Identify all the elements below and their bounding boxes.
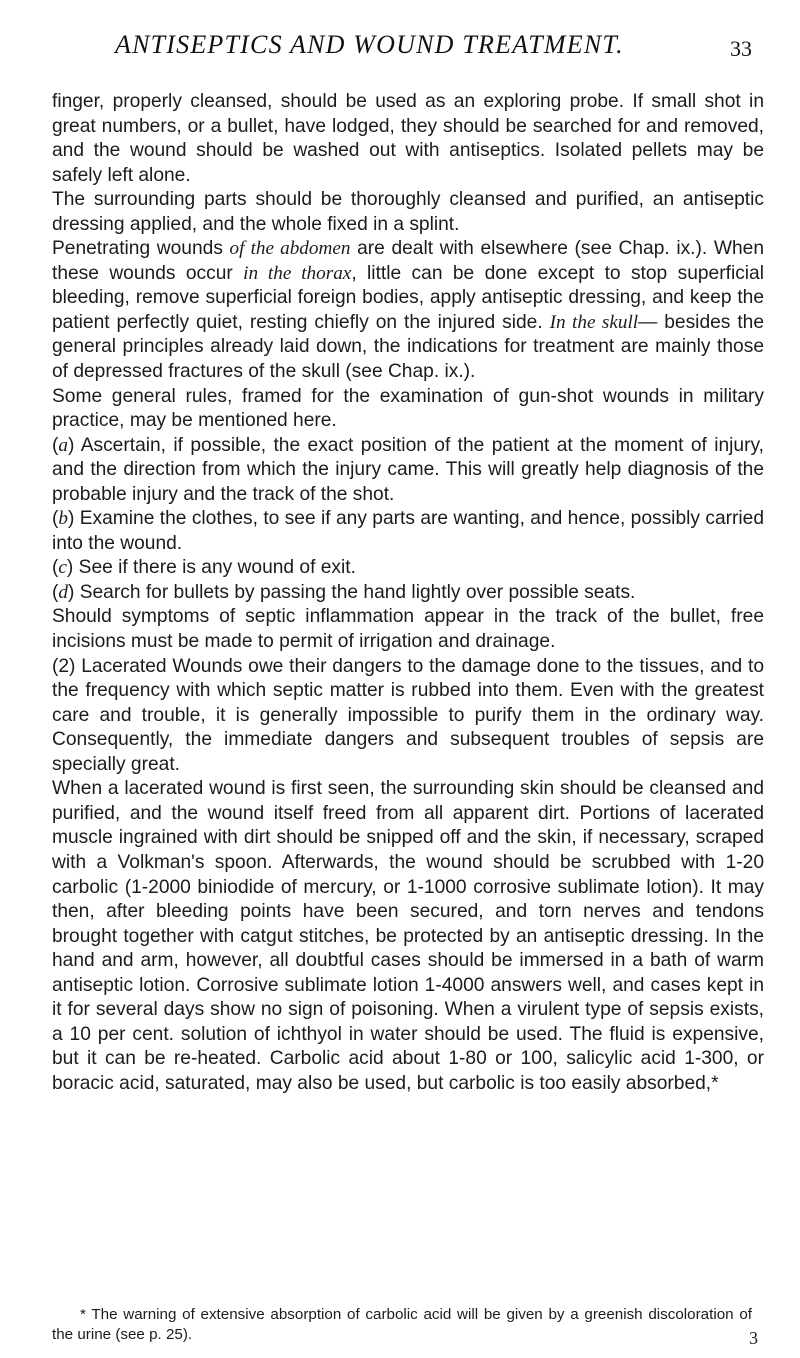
text-run: (: [52, 508, 59, 530]
paragraph: [52, 237, 764, 384]
text-run: are dealt with elsewhere (see Chap. ix.). When these wounds occur: [52, 238, 764, 284]
italic-text: c: [58, 557, 67, 579]
text-run: , little can be done except to stop superficial bleeding, remove superficial foreign bodies, apply antiseptic dressing, and keep the patient perfectly quiet, resting chiefly on the injured side.: [52, 262, 764, 333]
text-run: finger, properly cleansed, should be used as an exploring probe. If small shot in great numbers, or a bullet, have lodged, they should be searched for and removed, and the wound should be washed out with antiseptics. Isolated pellets may be safely left alone.: [52, 91, 764, 186]
italic-text: d: [58, 581, 68, 603]
text-run: ) See if there is any wound of exit.: [66, 557, 356, 579]
text-run: Some general rules, framed for the examination of gun-shot wounds in military practice, may be mentioned here.: [52, 385, 764, 432]
text-run: (2) Lacerated Wounds owe their dangers to the damage done to the tissues, and to the frequency with which septic matter is rubbed into them. Even with the greatest care and trouble, it is generally impossible to purify them in the ordinary way. Consequently, the immediate dangers and subsequent troubles of sepsis are specially great.: [52, 655, 764, 775]
paragraph: [52, 188, 764, 237]
text-run: ) Examine the clothes, to see if any parts are wanting, and hence, possibly carried into the wound.: [52, 508, 764, 554]
text-run: — besides the general principles already laid down, the indications for treatment are mainly those of depressed fractures of the skull (see Chap. ix.).: [52, 311, 764, 383]
paragraph: [52, 556, 764, 581]
paragraph: [52, 507, 764, 556]
text-run: ) Ascertain, if possible, the exact position of the patient at the moment of injury, and the direction from which the injury came. This will greatly help diagnosis of the probable injury and the track of the shot.: [52, 434, 764, 505]
text-run: ) Search for bullets by passing the hand lightly over possible seats.: [67, 581, 636, 603]
text-run: (: [52, 557, 59, 579]
paragraph: [52, 581, 764, 606]
paragraph: [52, 90, 764, 188]
footnote: [52, 1305, 752, 1345]
text-run: Should symptoms of septic inflammation appear in the track of the bullet, free incisions must be made to permit of irrigation and drainage.: [52, 606, 764, 653]
paragraph: [52, 655, 764, 778]
running-title: ANTISEPTICS AND WOUND TREATMENT.: [115, 30, 624, 59]
page-number: 33: [730, 36, 752, 61]
italic-text: of the abdomen: [229, 238, 351, 260]
italic-text: In the skull: [549, 311, 639, 333]
paragraph: [52, 605, 764, 654]
paragraph: [52, 434, 764, 508]
text-run: Penetrating wounds: [52, 238, 230, 260]
footnote-text: * The warning of extensive absorption of carbolic acid will be given by a greenish discoloration of the urine (see p. 25).: [52, 1306, 752, 1343]
text-run: The surrounding parts should be thoroughly cleansed and purified, an antiseptic dressing applied, and the whole fixed in a splint.: [52, 189, 764, 235]
body-text: [52, 90, 764, 1096]
text-run: When a lacerated wound is first seen, the surrounding skin should be cleansed and purified, and the wound itself freed from all apparent dirt. Portions of lacerated muscle ingrained with dirt should be snipped off and the skin, if necessary, scraped with a Volkman's spoon. Afterwards, the wound should be scrubbed with 1-20 carbolic (1-2000 biniodide of mercury, or 1-1000 corrosive sublimate lotion). It may then, after bleeding points have been secured, and torn nerves and tendons brought together with catgut stitches, be protected by an antiseptic dressing. In the hand and arm, however, all doubtful cases should be immersed in a bath of warm antiseptic lotion. Corrosive sublimate lotion 1-4000 answers well, and cases kept in it for several days show no sign of poisoning. When a virulent type of sepsis exists, a 10 per cent. solution of ichthyol in water should be used. The fluid is expensive, but it can be re-heated. Carbolic acid about 1-80 or 100, salicylic acid 1-300, or boracic acid, saturated, may also be used, but carbolic is too easily absorbed,*: [52, 778, 764, 1094]
italic-text: in the thorax: [243, 262, 352, 284]
text-run: (: [52, 434, 59, 456]
text-run: (: [52, 581, 59, 603]
italic-text: a: [58, 434, 68, 456]
paragraph: [52, 385, 764, 434]
signature-mark: 3: [749, 1328, 758, 1348]
italic-text: b: [58, 508, 68, 530]
paragraph: [52, 777, 764, 1096]
